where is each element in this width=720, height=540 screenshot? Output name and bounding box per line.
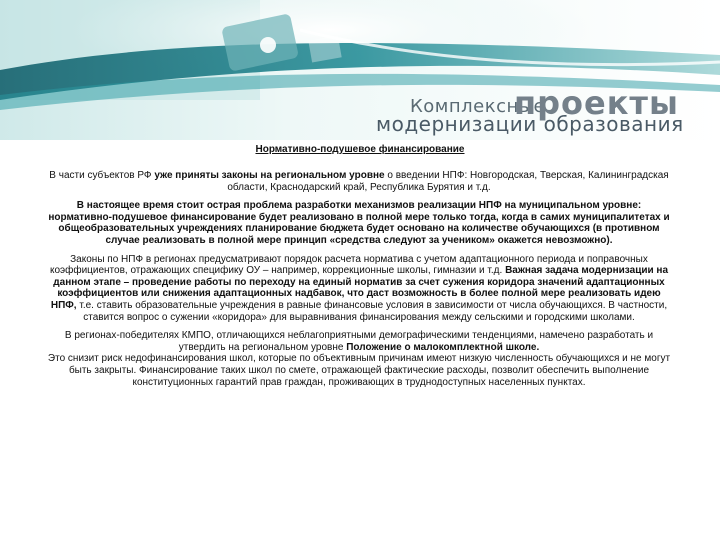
paragraph-text: т.е. ставить образовательные учреждения в равные финансовые условия в зависимости от числа обучающихся. В частности, ставится вопрос о сужении «коридора» для выравнивания финансирования между сельскими и городскими школами. [76,299,668,323]
paragraph-text: о введении НПФ: Новгородская, Тверская, Калининградская области, Краснодарский край, Республика Бурятия и т.д. [227,170,669,193]
paragraph-1 [44,170,674,193]
paragraph-text: В настоящее время стоит острая проблема разработки механизмов реализации НПФ на муниципальном уровне: нормативно-подушевое финансирование будет реализовано в полной мере только тогда, когда в самих муниципалитетах и общеобразовательных учреждениях планирование бюджета будет основано на количестве обучающихся (в противном случае реализовать в полной мере принцип «средства следуют за учеником» окажется невозможно). [48,200,670,246]
logo-small-text: Комплексные [410,96,546,117]
logo [374,84,704,136]
paragraph-2 [44,200,674,246]
paragraph-3 [44,254,674,324]
paragraph-text: В регионах-победителях КМПО, отличающихся неблагоприятными демографическими тенденциями, намечено разработать и утвердить на региональном уровне [64,330,654,353]
paragraph-5 [44,353,674,388]
paragraph-4 [44,330,674,353]
paragraph-text: В части субъектов РФ [49,170,155,181]
paragraph-text: Важная задача модернизации на данном этапе – проведение работы по переходу на единый норматив за счет сужения коридора значений адаптационных коэффициентов или снижения адаптационных надбавок, что даст возможность в более полной мере реализовать идею НПФ, [50,265,669,311]
paragraph-text: Законы по НПФ в регионах предусматривают порядок расчета норматива с учетом адаптационного периода и поправочных коэффициентов, отражающих специфику ОУ – например, коррекционные школы, гимназии и т.д. [49,253,648,277]
paragraph-text: Это снизит риск недофинансирования школ, которые по объективным причинам имеют низкую численность обучающихся и не могут быть закрыты. Финансирование таких школ по смете, отражающей фактические расходы, позволит обеспечить выполнение конституционных гарантий прав граждан, проживающих в труднодоступных населенных пунктах. [47,353,671,388]
content-body [44,170,674,395]
page-title: Нормативно-подушевое финансирование [255,144,465,155]
paragraph-text: Положение о малокомплектной школе. [346,341,540,353]
logo-big-text: проекты [514,84,679,122]
header-banner [0,0,720,140]
logo-subtitle: модернизации образования [376,112,684,136]
paragraph-text: уже приняты законы на региональном уровне [154,170,385,181]
